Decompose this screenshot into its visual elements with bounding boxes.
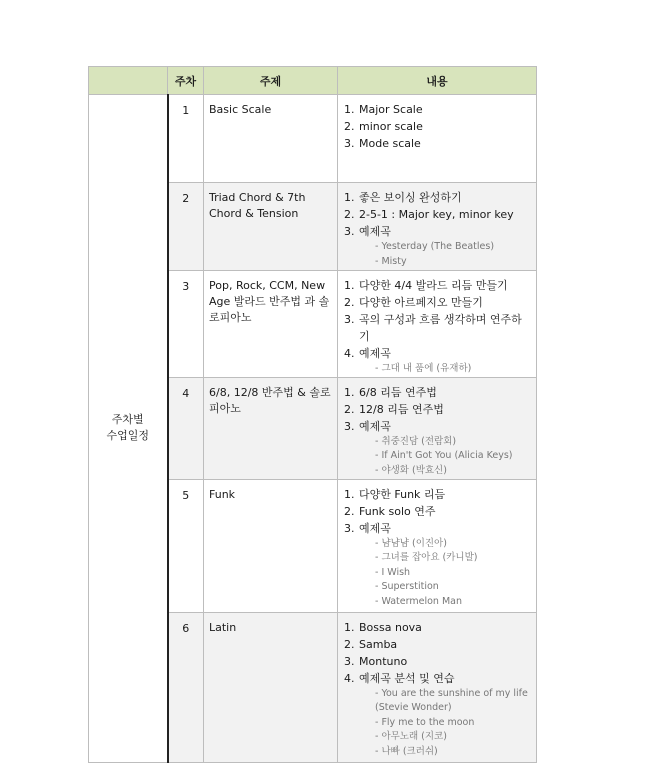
content-item-text: 6/8 리듬 연주법 [359, 385, 437, 399]
content-item-text: 좋은 보이싱 완성하기 [359, 191, 462, 204]
week-content [338, 612, 537, 762]
content-item-number: 3. [344, 225, 355, 238]
content-item-number: 2. [344, 504, 355, 518]
content-item [342, 206, 532, 223]
content-item-text: 12/8 리듬 연주법 [359, 402, 444, 416]
content-item-number: 4. [344, 671, 355, 685]
content-item-text: 다양한 아르페지오 만들기 [359, 296, 483, 309]
content-item-text: 예제곡 [359, 521, 391, 535]
schedule-body [89, 95, 537, 763]
table-row [89, 95, 537, 183]
week-topic: 6/8, 12/8 반주법 & 솔로피아노 [204, 377, 338, 479]
content-item [342, 670, 532, 760]
content-item-text: 곡의 구성과 흐름 생각하며 연주하기 [359, 313, 522, 343]
content-item-text: Samba [359, 637, 398, 651]
content-item [342, 189, 532, 206]
content-item [342, 135, 532, 152]
section-label-line: 수업일정 [106, 429, 149, 443]
example-song: - You are the sunshine of my life (Stevie Wonder) [375, 687, 528, 713]
content-item-number: 3. [344, 521, 355, 535]
example-song-list [359, 537, 532, 610]
content-item-number: 2. [344, 402, 355, 416]
header-content: 내용 [338, 67, 537, 95]
content-item-text: 예제곡 [359, 347, 391, 360]
content-item [342, 311, 532, 345]
content-item [342, 101, 532, 118]
example-song: - 야생화 (박효신) [375, 464, 447, 476]
content-item [342, 418, 532, 479]
content-list [342, 619, 532, 760]
example-song-list [359, 362, 532, 377]
content-item [342, 118, 532, 135]
example-song: - 그대 내 품에 (유재하) [375, 363, 472, 374]
content-list [342, 486, 532, 610]
content-item-number: 3. [344, 313, 355, 326]
example-song: - Fly me to the moon [375, 716, 475, 728]
content-item-text: 다양한 4/4 발라드 리듬 만들기 [359, 279, 508, 292]
example-song: - 취중진담 (전람회) [375, 435, 457, 447]
content-list [342, 189, 532, 269]
example-song-list [359, 435, 532, 479]
week-number: 1 [168, 95, 204, 183]
example-song: - I Wish [375, 566, 411, 578]
content-item-number: 2. [344, 637, 355, 651]
header-blank [89, 67, 168, 95]
content-item-number: 1. [344, 279, 355, 292]
content-item-number: 2. [344, 120, 355, 133]
content-item-number: 4. [344, 347, 355, 360]
content-item [342, 294, 532, 311]
example-song: - Superstition [375, 581, 439, 592]
content-item [342, 503, 532, 520]
example-song: - If Ain't Got You (Alicia Keys) [375, 450, 513, 461]
content-item [342, 277, 532, 294]
content-item-number: 1. [344, 103, 355, 116]
example-song: - Yesterday (The Beatles) [375, 241, 495, 252]
content-item [342, 486, 532, 503]
content-item [342, 619, 532, 636]
content-item-text: Major Scale [359, 103, 423, 116]
example-song-list [359, 240, 532, 269]
content-item-number: 2. [344, 208, 355, 221]
section-label-line: 주차별 [111, 413, 144, 427]
content-item [342, 384, 532, 401]
week-topic: Latin [204, 612, 338, 762]
content-item-text: Montuno [359, 654, 408, 668]
example-song-list [359, 687, 532, 760]
content-list [342, 101, 532, 152]
week-number: 3 [168, 271, 204, 378]
content-item [342, 401, 532, 418]
content-item-text: Mode scale [359, 137, 421, 150]
example-song: - 나빠 (크러쉬) [375, 745, 438, 757]
week-topic: Pop, Rock, CCM, New Age 발라드 반주법 과 솔로피아노 [204, 271, 338, 378]
week-content [338, 271, 537, 378]
content-item-number: 1. [344, 487, 355, 501]
content-item-text: minor scale [359, 120, 423, 133]
week-number: 6 [168, 612, 204, 762]
week-number: 5 [168, 479, 204, 612]
header-topic: 주제 [204, 67, 338, 95]
content-item [342, 520, 532, 610]
example-song: - 아무노래 (지코) [375, 731, 447, 742]
example-song: - Watermelon Man [375, 595, 462, 607]
content-item-number: 3. [344, 137, 355, 150]
week-topic: Basic Scale [204, 95, 338, 183]
content-item-number: 1. [344, 620, 355, 634]
content-item-text: 예제곡 [359, 225, 391, 238]
content-item-text: Bossa nova [359, 620, 422, 634]
content-item-text: 예제곡 분석 및 연습 [359, 671, 455, 685]
content-item [342, 223, 532, 269]
content-item-number: 1. [344, 191, 355, 204]
content-item [342, 636, 532, 653]
week-content [338, 95, 537, 183]
section-label-cell [89, 95, 168, 763]
content-item [342, 345, 532, 377]
week-content [338, 377, 537, 479]
content-item-number: 3. [344, 419, 355, 433]
example-song: - 그녀를 잡아요 (카니발) [375, 552, 478, 563]
content-item-text: 다양한 Funk 리듬 [359, 487, 446, 501]
example-song: - Misty [375, 255, 407, 267]
week-number: 2 [168, 183, 204, 271]
content-item-text: 2-5-1 : Major key, minor key [359, 208, 514, 221]
example-song: - 냠냠냠 (이진아) [375, 537, 447, 549]
table-header-row [89, 67, 537, 95]
week-number: 4 [168, 377, 204, 479]
content-item [342, 653, 532, 670]
content-list [342, 277, 532, 377]
content-item-number: 3. [344, 654, 355, 668]
content-item-number: 2. [344, 296, 355, 309]
content-item-number: 1. [344, 385, 355, 399]
week-topic: Triad Chord & 7th Chord & Tension [204, 183, 338, 271]
weekly-schedule-table [88, 66, 537, 763]
week-content [338, 183, 537, 271]
week-content [338, 479, 537, 612]
header-week: 주차 [168, 67, 204, 95]
content-list [342, 384, 532, 479]
content-item-text: 예제곡 [359, 419, 391, 433]
content-item-text: Funk solo 연주 [359, 504, 436, 518]
week-topic: Funk [204, 479, 338, 612]
